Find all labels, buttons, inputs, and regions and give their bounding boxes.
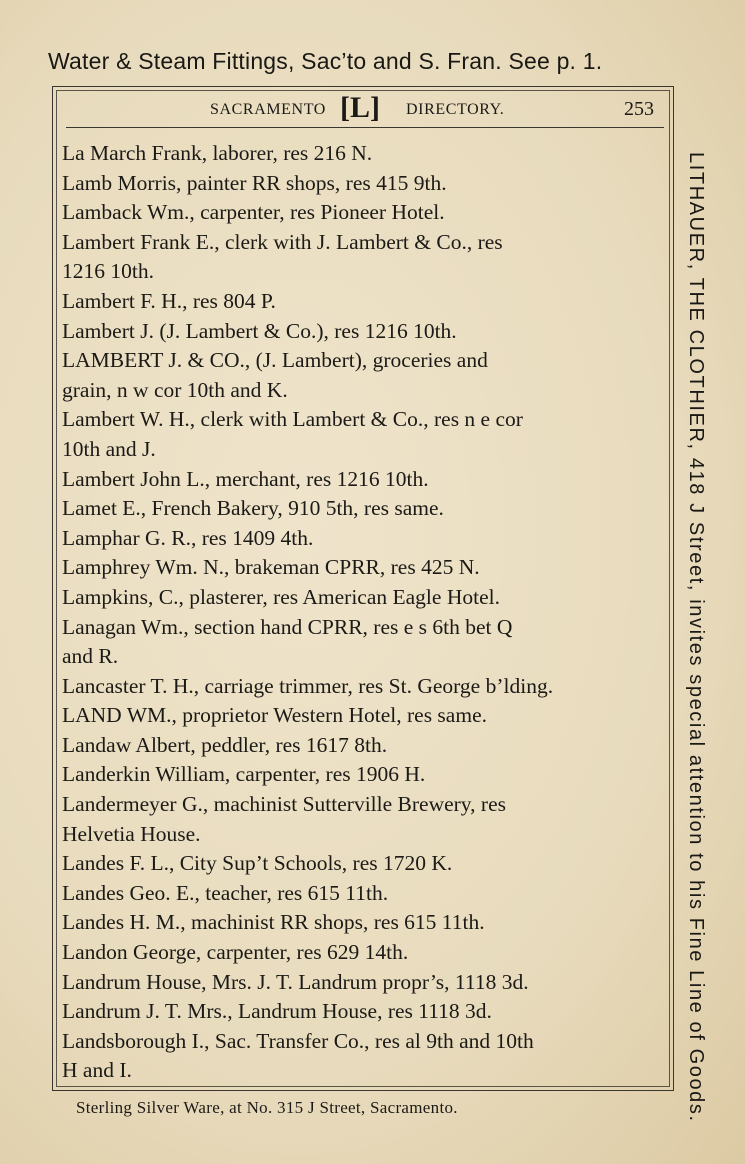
side-advertisement-text: LITHAUER, THE CLOTHIER, 418 J Street, invites special attention to his Fine Line of Goods. [685,152,707,1123]
running-head-city: SACRAMENTO [210,101,326,118]
directory-entry [62,553,662,583]
directory-entry [62,849,662,879]
directory-entry [62,317,662,347]
directory-entry [62,968,662,998]
entry-text: Lanagan Wm., section hand CPRR, res e s 6th bet Q [62,614,513,639]
directory-entry [62,760,662,790]
entry-text: Lambert F. H., res 804 P. [62,288,276,313]
directory-entry [62,346,662,405]
directory-entry [62,879,662,909]
directory-entry [62,524,662,554]
top-advertisement: Water & Steam Fittings, Sac’to and S. Fran. See p. 1. [48,48,603,74]
directory-entry [62,228,662,287]
directory-entry [62,938,662,968]
entry-text: Landon George, carpenter, res 629 14th. [62,940,409,965]
directory-entry [62,494,662,524]
entry-text: Lancaster T. H., carriage trimmer, res St. George b’lding. [62,673,554,698]
directory-entries [62,139,662,1086]
entry-continuation: H and I. [62,1058,132,1083]
entry-text: Lambert Frank E., clerk with J. Lambert & Co., res [62,229,503,254]
entry-text: La March Frank, laborer, res 216 N. [62,141,373,165]
entry-text: Landes H. M., machinist RR shops, res 615 11th. [62,910,485,935]
entry-continuation: 1216 10th. [62,259,154,284]
bottom-advertisement: Sterling Silver Ware, at No. 315 J Street, Sacramento. [76,1098,458,1117]
entry-text: Landsborough I., Sac. Transfer Co., res al 9th and 10th [62,1028,534,1053]
entry-text: Landes Geo. E., teacher, res 615 11th. [62,880,389,905]
directory-entry [62,908,662,938]
entry-text: Lamphrey Wm. N., brakeman CPRR, res 425 N. [62,555,480,580]
entry-text: Lambert W. H., clerk with Lambert & Co., res n e cor [62,407,523,432]
directory-entry [62,198,662,228]
running-head-title: DIRECTORY. [406,101,505,118]
entry-text: Lambert John L., merchant, res 1216 10th. [62,466,429,491]
directory-entry [62,1027,662,1086]
directory-entry [62,287,662,317]
entry-text: LAMBERT J. & CO., (J. Lambert), groceries and [62,348,488,373]
entry-text: Lambert J. (J. Lambert & Co.), res 1216 10th. [62,318,457,343]
entry-continuation: 10th and J. [62,436,156,461]
directory-entry [62,790,662,849]
directory-entry [62,169,662,199]
directory-entry [62,672,662,702]
directory-entry [62,997,662,1027]
entry-text: Landerkin William, carpenter, res 1906 H. [62,762,426,787]
entry-continuation: and R. [62,644,119,669]
directory-entry [62,405,662,464]
entry-text: Lampkins, C., plasterer, res American Eagle Hotel. [62,584,500,609]
page-number: 253 [624,98,654,120]
entry-text: Lamphar G. R., res 1409 4th. [62,525,314,550]
entry-text: LAND WM., proprietor Western Hotel, res same. [62,703,487,728]
entry-text: Lamet E., French Bakery, 910 5th, res same. [62,496,444,521]
entry-continuation: Helvetia House. [62,821,201,846]
entry-text: Landaw Albert, peddler, res 1617 8th. [62,732,388,757]
directory-entry [62,139,662,169]
entry-text: Landrum J. T. Mrs., Landrum House, res 1118 3d. [62,999,492,1024]
entry-continuation: grain, n w cor 10th and K. [62,377,288,402]
side-advertisement [673,152,713,1123]
entry-text: Lamb Morris, painter RR shops, res 415 9th. [62,170,447,195]
entry-text: Landermeyer G., machinist Sutterville Brewery, res [62,792,506,817]
entry-text: Landes F. L., City Sup’t Schools, res 1720 K. [62,851,453,876]
entry-text: Landrum House, Mrs. J. T. Landrum propr’s, 1118 3d. [62,969,529,994]
running-head [66,93,664,128]
directory-entry [62,465,662,495]
directory-entry [62,701,662,731]
running-head-letter: [L] [340,91,380,124]
directory-entry [62,583,662,613]
directory-entry [62,613,662,672]
entry-text: Lamback Wm., carpenter, res Pioneer Hotel. [62,200,445,225]
directory-entry [62,731,662,761]
